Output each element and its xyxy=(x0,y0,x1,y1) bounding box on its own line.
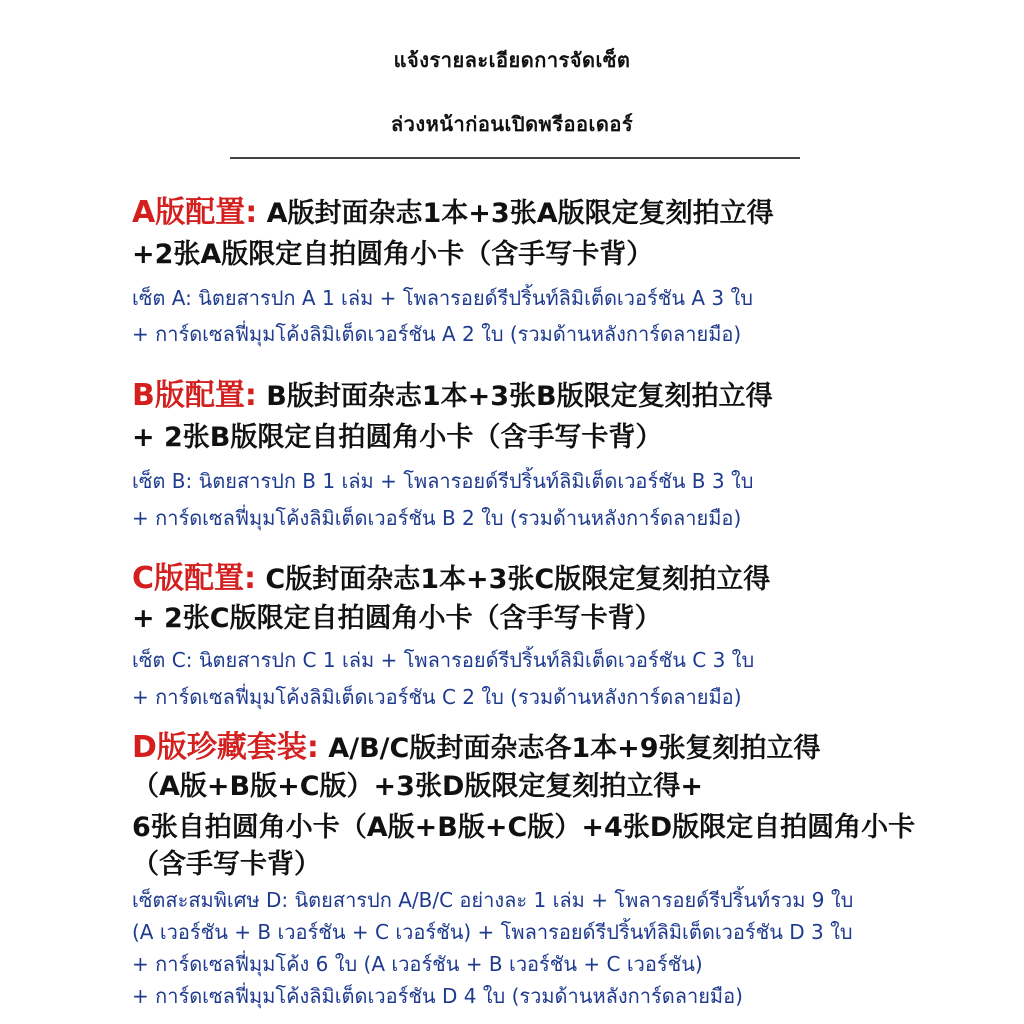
section-c-th-line-2: + การ์ดเซลฟี่มุมโค้งลิมิเต็ดเวอร์ชัน C 2 ใบ (รวมด้านหลังการ์ดลายมือ) xyxy=(132,685,742,709)
section-c-cn-line-1 xyxy=(132,562,770,597)
section-a-cn-text: A版封面杂志1本+3张A版限定复刻拍立得 xyxy=(257,198,774,229)
section-d-cn-text: A/B/C版封面杂志各1本+9张复刻拍立得 xyxy=(318,733,821,764)
section-a-label: A版配置: xyxy=(132,195,258,230)
page-title-line-1: แจ้งรายละเอียดการจัดเซ็ต xyxy=(393,48,631,72)
section-d-th-line-2: (A เวอร์ชัน + B เวอร์ชัน + C เวอร์ชัน) + โพลารอยด์รีปริ้นท์ลิมิเต็ดเวอร์ชัน D 3 ใบ xyxy=(132,920,853,944)
section-a-cn-line-1 xyxy=(132,196,774,231)
section-c-th-line-1: เซ็ต C: นิตยสารปก C 1 เล่ม + โพลารอยด์รีปริ้นท์ลิมิเต็ดเวอร์ชัน C 3 ใบ xyxy=(132,648,755,672)
section-d-cn-line-3: 6张自拍圆角小卡（A版+B版+C版）+4张D版限定自拍圆角小卡 xyxy=(132,812,916,843)
section-c-cn-text: C版封面杂志1本+3张C版限定复刻拍立得 xyxy=(256,564,771,595)
section-d-cn-line-2: （A版+B版+C版）+3张D版限定复刻拍立得+ xyxy=(132,771,703,802)
section-d-cn-line-4: （含手写卡背） xyxy=(132,849,321,880)
section-b-label: B版配置: xyxy=(132,378,257,413)
section-d-th-line-3: + การ์ดเซลฟี่มุมโค้ง 6 ใบ (A เวอร์ชัน + B เวอร์ชัน + C เวอร์ชัน) xyxy=(132,952,703,976)
section-b-cn-text: B版封面杂志1本+3张B版限定复刻拍立得 xyxy=(256,381,773,412)
section-c-cn-line-2: + 2张C版限定自拍圆角小卡（含手写卡背） xyxy=(132,603,662,634)
section-d-cn-line-1 xyxy=(132,731,821,766)
section-a-th-line-2: + การ์ดเซลฟี่มุมโค้งลิมิเต็ดเวอร์ชัน A 2 ใบ (รวมด้านหลังการ์ดลายมือ) xyxy=(132,322,742,346)
section-d-label: D版珍藏套装: xyxy=(132,730,319,765)
section-a-cn-line-2: +2张A版限定自拍圆角小卡（含手写卡背） xyxy=(132,239,654,270)
section-b-cn-line-2: + 2张B版限定自拍圆角小卡（含手写卡背） xyxy=(132,422,663,453)
title-divider xyxy=(230,157,800,159)
section-d-th-line-1: เซ็ตสะสมพิเศษ D: นิตยสารปก A/B/C อย่างละ 1 เล่ม + โพลารอยด์รีปริ้นท์รวม 9 ใบ xyxy=(132,888,854,912)
page-title-line-2: ล่วงหน้าก่อนเปิดพรีออเดอร์ xyxy=(390,112,634,136)
section-a-th-line-1: เซ็ต A: นิตยสารปก A 1 เล่ม + โพลารอยด์รีปริ้นท์ลิมิเต็ดเวอร์ชัน A 3 ใบ xyxy=(132,286,753,310)
section-b-cn-line-1 xyxy=(132,379,773,414)
section-d-th-line-4: + การ์ดเซลฟี่มุมโค้งลิมิเต็ดเวอร์ชัน D 4 ใบ (รวมด้านหลังการ์ดลายมือ) xyxy=(132,984,743,1008)
section-b-th-line-2: + การ์ดเซลฟี่มุมโค้งลิมิเต็ดเวอร์ชัน B 2 ใบ (รวมด้านหลังการ์ดลายมือ) xyxy=(132,506,742,530)
section-c-label: C版配置: xyxy=(132,561,257,596)
section-b-th-line-1: เซ็ต B: นิตยสารปก B 1 เล่ม + โพลารอยด์รีปริ้นท์ลิมิเต็ดเวอร์ชัน B 3 ใบ xyxy=(132,469,754,493)
